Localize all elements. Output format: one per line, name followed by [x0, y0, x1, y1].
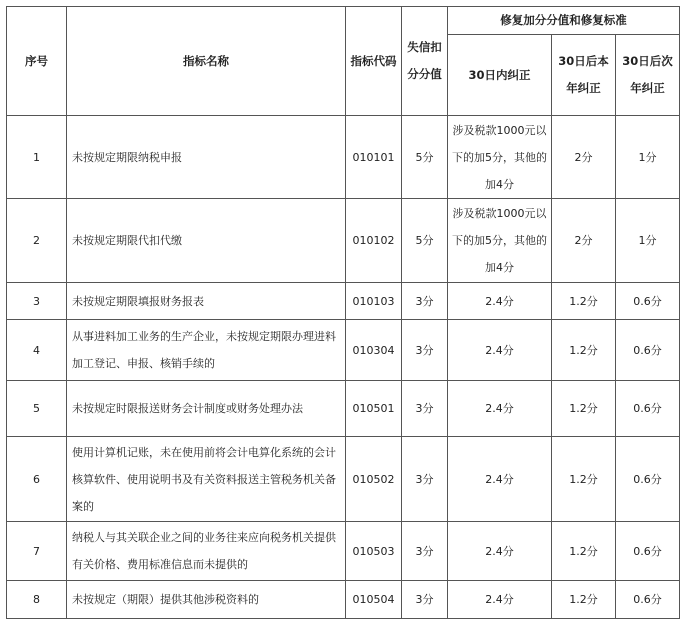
cell-after30-this-year: 1.2分 — [552, 381, 616, 437]
cell-after30-this-year: 1.2分 — [552, 283, 616, 320]
header-repair-group: 修复加分分值和修复标准 — [448, 7, 680, 35]
cell-seq: 4 — [7, 320, 67, 381]
cell-after30-next-year: 1分 — [616, 116, 680, 199]
header-name: 指标名称 — [67, 7, 346, 116]
table-row — [7, 320, 680, 381]
cell-code: 010502 — [346, 437, 402, 522]
cell-after30-this-year: 1.2分 — [552, 437, 616, 522]
table-row — [7, 116, 680, 199]
cell-after30-this-year: 1.2分 — [552, 522, 616, 581]
table-row — [7, 381, 680, 437]
cell-after30-this-year: 2分 — [552, 199, 616, 283]
cell-deduct: 3分 — [402, 581, 448, 619]
cell-name: 未按规定期限填报财务报表 — [67, 283, 346, 320]
header-row-1 — [7, 7, 680, 35]
cell-name: 未按规定期限代扣代缴 — [67, 199, 346, 283]
cell-seq: 3 — [7, 283, 67, 320]
cell-within30: 2.4分 — [448, 437, 552, 522]
table-row — [7, 437, 680, 522]
cell-code: 010501 — [346, 381, 402, 437]
cell-after30-next-year: 0.6分 — [616, 581, 680, 619]
cell-deduct: 3分 — [402, 437, 448, 522]
cell-within30: 2.4分 — [448, 522, 552, 581]
cell-deduct: 5分 — [402, 116, 448, 199]
header-after30-this-year: 30日后本年纠正 — [552, 35, 616, 116]
header-seq: 序号 — [7, 7, 67, 116]
header-within30: 30日内纠正 — [448, 35, 552, 116]
cell-deduct: 3分 — [402, 283, 448, 320]
cell-name: 从事进料加工业务的生产企业，未按规定期限办理进料加工登记、申报、核销手续的 — [67, 320, 346, 381]
cell-code: 010102 — [346, 199, 402, 283]
cell-deduct: 5分 — [402, 199, 448, 283]
cell-within30: 涉及税款1000元以下的加5分，其他的加4分 — [448, 199, 552, 283]
cell-after30-next-year: 0.6分 — [616, 381, 680, 437]
cell-after30-next-year: 0.6分 — [616, 437, 680, 522]
cell-within30: 2.4分 — [448, 320, 552, 381]
cell-within30: 2.4分 — [448, 381, 552, 437]
cell-within30: 2.4分 — [448, 581, 552, 619]
credit-repair-table — [6, 6, 680, 619]
table-row — [7, 199, 680, 283]
table-row — [7, 283, 680, 320]
table-body — [7, 116, 680, 619]
cell-code: 010101 — [346, 116, 402, 199]
cell-deduct: 3分 — [402, 320, 448, 381]
cell-name: 未按规定时限报送财务会计制度或财务处理办法 — [67, 381, 346, 437]
cell-name: 纳税人与其关联企业之间的业务往来应向税务机关提供有关价格、费用标准信息而未提供的 — [67, 522, 346, 581]
cell-within30: 涉及税款1000元以下的加5分，其他的加4分 — [448, 116, 552, 199]
cell-after30-this-year: 1.2分 — [552, 320, 616, 381]
table-row — [7, 522, 680, 581]
cell-name: 未按规定（期限）提供其他涉税资料的 — [67, 581, 346, 619]
cell-name: 使用计算机记账，未在使用前将会计电算化系统的会计核算软件、使用说明书及有关资料报送主管税务机关备案的 — [67, 437, 346, 522]
cell-after30-next-year: 1分 — [616, 199, 680, 283]
cell-seq: 1 — [7, 116, 67, 199]
cell-seq: 5 — [7, 381, 67, 437]
cell-code: 010103 — [346, 283, 402, 320]
header-code: 指标代码 — [346, 7, 402, 116]
cell-code: 010304 — [346, 320, 402, 381]
cell-deduct: 3分 — [402, 522, 448, 581]
cell-code: 010503 — [346, 522, 402, 581]
cell-seq: 6 — [7, 437, 67, 522]
cell-after30-this-year: 2分 — [552, 116, 616, 199]
cell-after30-this-year: 1.2分 — [552, 581, 616, 619]
cell-code: 010504 — [346, 581, 402, 619]
cell-after30-next-year: 0.6分 — [616, 522, 680, 581]
cell-deduct: 3分 — [402, 381, 448, 437]
cell-seq: 2 — [7, 199, 67, 283]
cell-name: 未按规定期限纳税申报 — [67, 116, 346, 199]
cell-seq: 8 — [7, 581, 67, 619]
cell-after30-next-year: 0.6分 — [616, 320, 680, 381]
header-deduct: 失信扣分分值 — [402, 7, 448, 116]
header-after30-next-year: 30日后次年纠正 — [616, 35, 680, 116]
cell-after30-next-year: 0.6分 — [616, 283, 680, 320]
cell-seq: 7 — [7, 522, 67, 581]
cell-within30: 2.4分 — [448, 283, 552, 320]
